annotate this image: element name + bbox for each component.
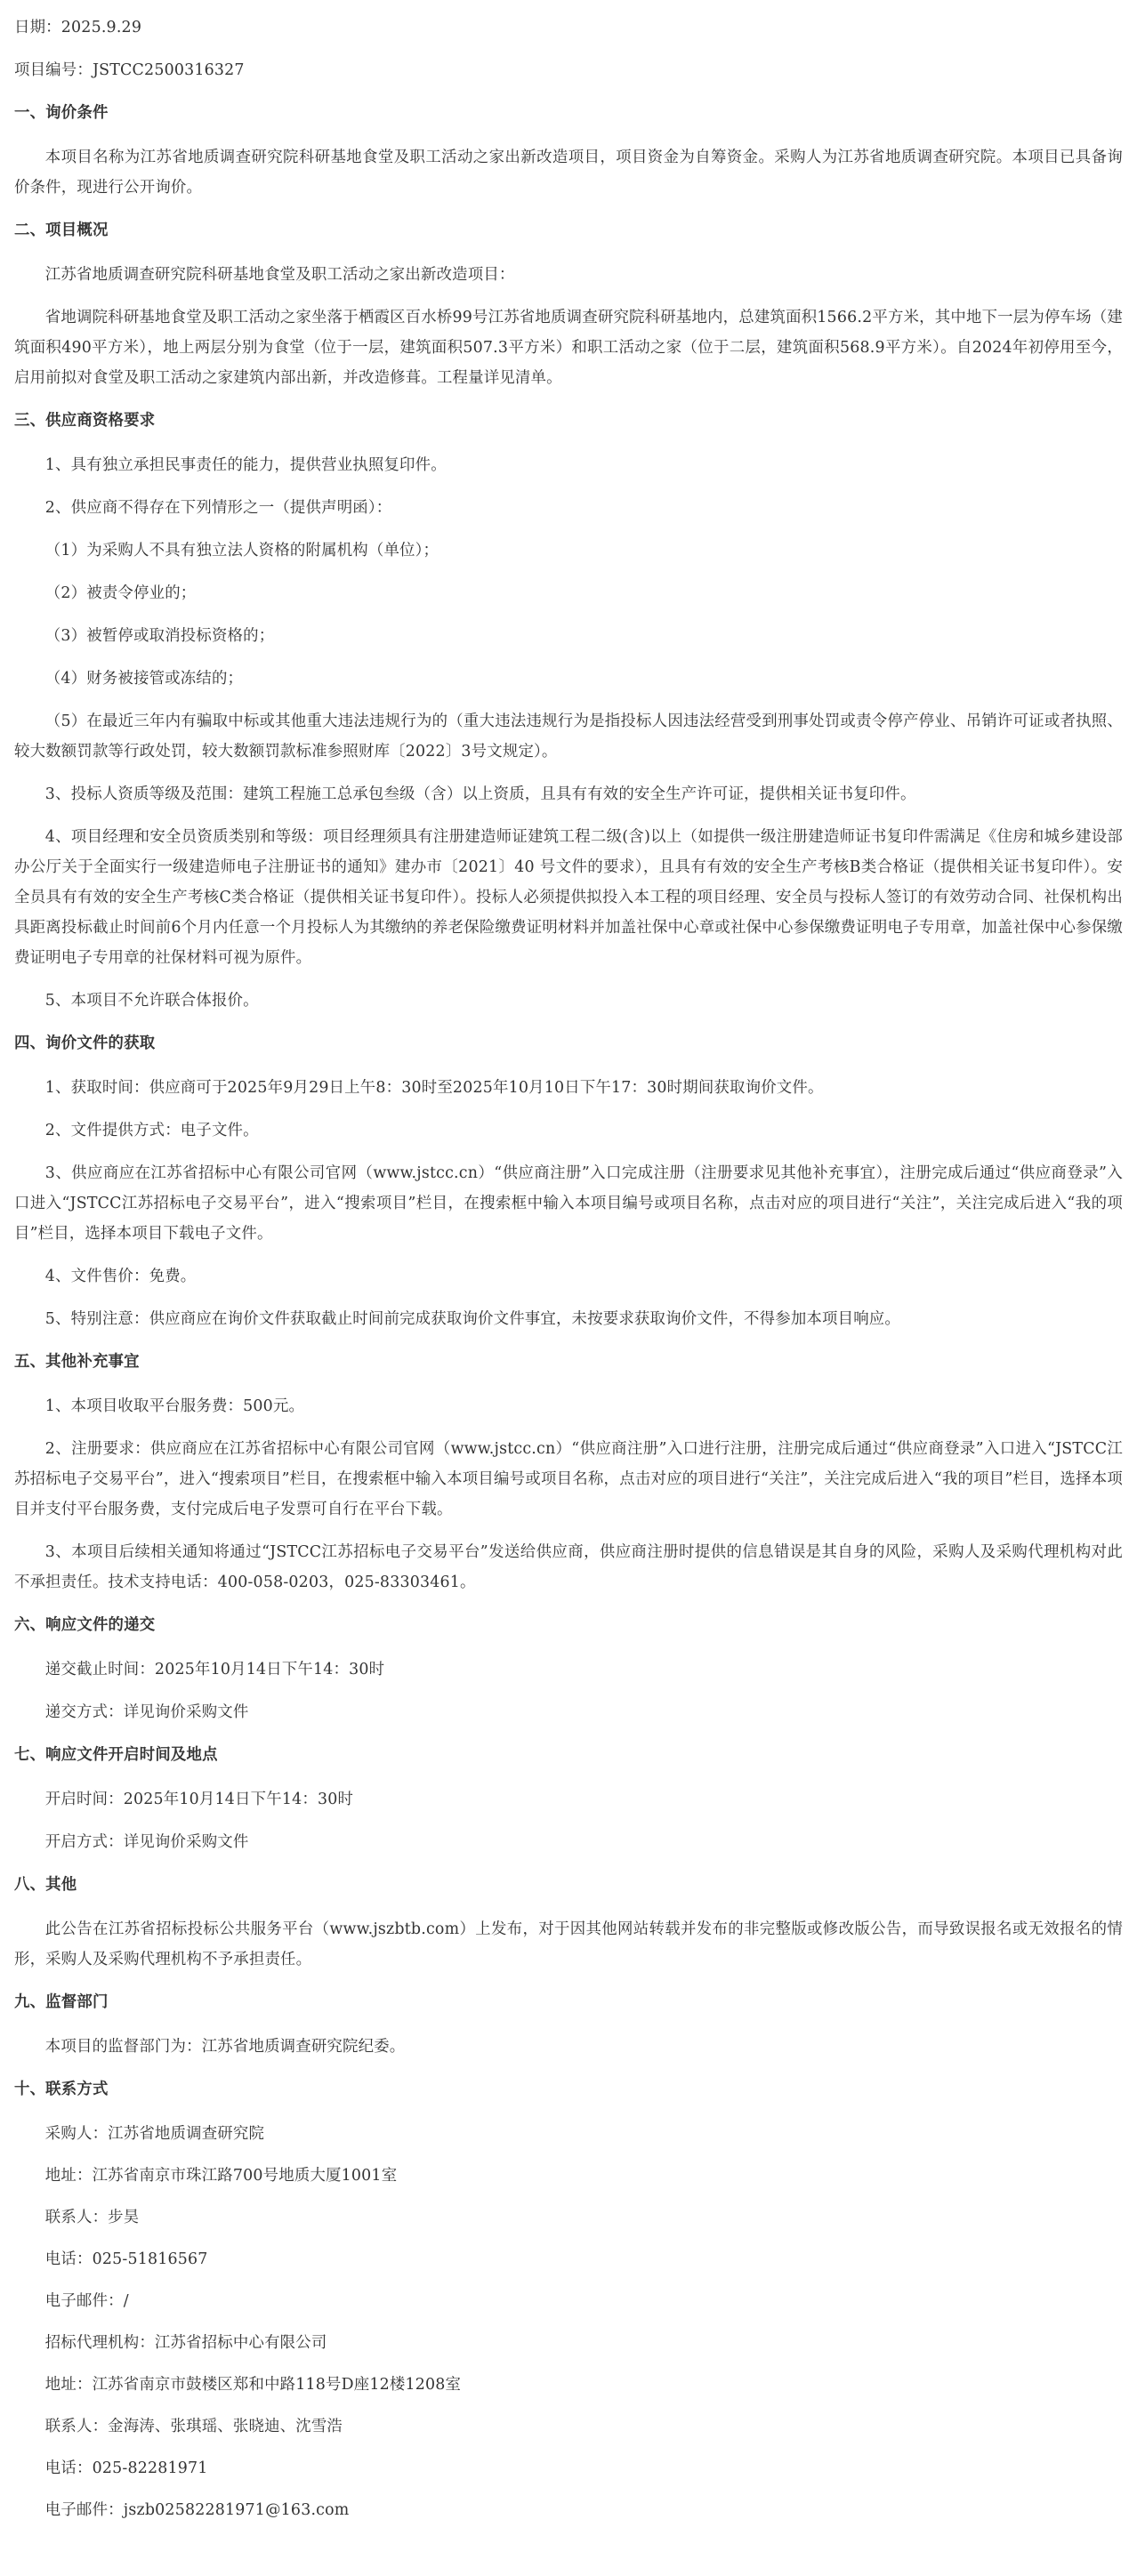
section-paragraph: 4、项目经理和安全员资质类别和等级：项目经理须具有注册建造师证建筑工程二级(含)以上（如提供一级注册建造师证书复印件需满足《住房和城乡建设部办公厅关于全面实行一级建造师电子注册证书的通知》建办市〔2021〕40 号文件的要求），且具有有效的安全生产考核B类合格证（提供相关证书复印件）。安全员具有有效的安全生产考核C类合格证（提供相关证书复印件）。投标人必须提供拟投入本工程的项目经理、安全员与投标人签订的有效劳动合同、社保机构出具距离投标截止时间前6个月内任意一个月投标人为其缴纳的养老保险缴费证明材料并加盖社保中心章或社保中心参保缴费证明电子专用章，加盖社保中心参保缴费证明电子专用章的社保材料可视为原件。	[14, 828, 1123, 967]
section-heading: 二、项目概况	[14, 221, 109, 239]
section-paragraph: 省地调院科研基地食堂及职工活动之家坐落于栖霞区百水桥99号江苏省地质调查研究院科研基地内，总建筑面积1566.2平方米，其中地下一层为停车场（建筑面积490平方米），地上两层分别为食堂（位于一层，建筑面积507.3平方米）和职工活动之家（位于二层，建筑面积568.9平方米）。自2024年初停用至今，启用前拟对食堂及职工活动之家建筑内部出新，并改造修葺。工程量详见清单。	[14, 309, 1123, 387]
contact-lines	[14, 2119, 1123, 2525]
section-paragraph: （4）财务被接管或冻结的；	[44, 670, 244, 688]
section-4	[14, 1028, 1123, 1334]
section-paragraph: 开启时间：2025年10月14日下午14：30时	[44, 1791, 354, 1808]
section-paragraph: 2、供应商不得存在下列情形之一（提供声明函）：	[44, 499, 392, 517]
section-paragraph: （2）被责令停业的；	[44, 584, 197, 602]
section-1	[14, 98, 1123, 203]
contact-line: 采购人：江苏省地质调查研究院	[44, 2125, 265, 2143]
section-heading: 三、供应商资格要求	[14, 412, 156, 430]
contact-line: 电话：025-51816567	[44, 2250, 208, 2268]
sections-container	[14, 98, 1123, 2062]
section-heading: 七、响应文件开启时间及地点	[14, 1746, 218, 1764]
section-2	[14, 215, 1123, 393]
section-paragraph: 5、特别注意：供应商应在询价文件获取截止时间前完成获取询价文件事宜，未按要求获取询价文件，不得参加本项目响应。	[44, 1310, 900, 1328]
section-heading: 五、其他补充事宜	[14, 1353, 140, 1371]
section-paragraph: 3、投标人资质等级及范围：建筑工程施工总承包叁级（含）以上资质，且具有有效的安全生产许可证，提供相关证书复印件。	[44, 785, 916, 803]
section-paragraph: 开启方式：详见询价采购文件	[44, 1833, 249, 1851]
section-heading-contact: 十、联系方式	[14, 2081, 109, 2098]
section-6	[14, 1610, 1123, 1727]
project-number: 项目编号：JSTCC2500316327	[14, 61, 245, 79]
section-7	[14, 1740, 1123, 1857]
section-paragraph: 递交方式：详见询价采购文件	[44, 1703, 249, 1721]
section-heading: 六、响应文件的递交	[14, 1616, 156, 1634]
section-paragraph: 5、本项目不允许联合体报价。	[44, 992, 259, 1010]
contact-line: 电子邮件：jszb02582281971@163.com	[44, 2501, 350, 2519]
contact-line: 联系人：步昊	[44, 2209, 140, 2226]
section-paragraph: 江苏省地质调查研究院科研基地食堂及职工活动之家出新改造项目：	[44, 266, 515, 284]
section-paragraph: 3、本项目后续相关通知将通过“JSTCC江苏招标电子交易平台”发送给供应商，供应商注册时提供的信息错误是其自身的风险，采购人及采购代理机构对此不承担责任。技术支持电话：400-058-0203，025-83303461。	[14, 1543, 1123, 1591]
section-heading: 一、询价条件	[14, 104, 109, 122]
section-heading: 八、其他	[14, 1876, 77, 1894]
section-paragraph: 本项目名称为江苏省地质调查研究院科研基地食堂及职工活动之家出新改造项目，项目资金为自筹资金。采购人为江苏省地质调查研究院。本项目已具备询价条件，现进行公开询价。	[14, 149, 1123, 197]
section-paragraph: 此公告在江苏省招标投标公共服务平台（www.jszbtb.com）上发布，对于因其他网站转载并发布的非完整版或修改版公告，而导致误报名或无效报名的情形，采购人及采购代理机构不予承担责任。	[14, 1920, 1123, 1968]
section-heading: 九、监督部门	[14, 1993, 109, 2011]
section-paragraph: 2、注册要求：供应商应在江苏省招标中心有限公司官网（www.jstcc.cn）“供应商注册”入口进行注册，注册完成后通过“供应商登录”入口进入“JSTCC江苏招标电子交易平台”，进入“搜索项目”栏目，在搜索框中输入本项目编号或项目名称，点击对应的项目进行“关注”，关注完成后进入“我的项目”栏目，选择本项目并支付平台服务费，支付完成后电子发票可自行在平台下载。	[14, 1440, 1123, 1518]
announcement-date: 日期：2025.9.29	[14, 19, 142, 36]
contact-line: 地址：江苏省南京市珠江路700号地质大厦1001室	[44, 2167, 398, 2185]
section-paragraph: 1、具有独立承担民事责任的能力，提供营业执照复印件。	[44, 456, 447, 474]
section-paragraph: 本项目的监督部门为：江苏省地质调查研究院纪委。	[44, 2038, 406, 2056]
section-paragraph: （3）被暂停或取消投标资格的；	[44, 627, 275, 645]
contact-section	[14, 2074, 1123, 2525]
contact-line: 地址：江苏省南京市鼓楼区郑和中路118号D座12楼1208室	[44, 2376, 462, 2394]
contact-line: 联系人：金海涛、张琪瑶、张晓迪、沈雪浩	[44, 2418, 343, 2435]
contact-line: 电子邮件：/	[44, 2292, 129, 2310]
section-paragraph: 3、供应商应在江苏省招标中心有限公司官网（www.jstcc.cn）“供应商注册”入口完成注册（注册要求见其他补充事宜），注册完成后通过“供应商登录”入口进入“JSTCC江苏招标电子交易平台”，进入“搜索项目”栏目，在搜索框中输入本项目编号或项目名称，点击对应的项目进行“关注”，关注完成后进入“我的项目”栏目，选择本项目下载电子文件。	[14, 1164, 1123, 1243]
section-9	[14, 1987, 1123, 2062]
section-paragraph: 1、本项目收取平台服务费：500元。	[44, 1397, 305, 1415]
section-8	[14, 1870, 1123, 1975]
section-3	[14, 406, 1123, 1016]
section-paragraph: （5）在最近三年内有骗取中标或其他重大违法违规行为的（重大违法违规行为是指投标人因违法经营受到刑事处罚或责令停产停业、吊销许可证或者执照、较大数额罚款等行政处罚，较大数额罚款标准参照财库〔2022〕3号文规定）。	[14, 712, 1123, 761]
contact-line: 招标代理机构：江苏省招标中心有限公司	[44, 2334, 327, 2352]
section-paragraph: 2、文件提供方式：电子文件。	[44, 1122, 259, 1139]
section-paragraph: 4、文件售价：免费。	[44, 1268, 197, 1285]
contact-line: 电话：025-82281971	[44, 2459, 208, 2477]
section-paragraph: 1、获取时间：供应商可于2025年9月29日上午8：30时至2025年10月10日下午17：30时期间获取询价文件。	[44, 1079, 824, 1097]
section-heading: 四、询价文件的获取	[14, 1034, 156, 1052]
section-paragraph: （1）为采购人不具有独立法人资格的附属机构（单位）；	[44, 542, 439, 559]
section-paragraph: 递交截止时间：2025年10月14日下午14：30时	[44, 1661, 385, 1678]
section-5	[14, 1347, 1123, 1598]
